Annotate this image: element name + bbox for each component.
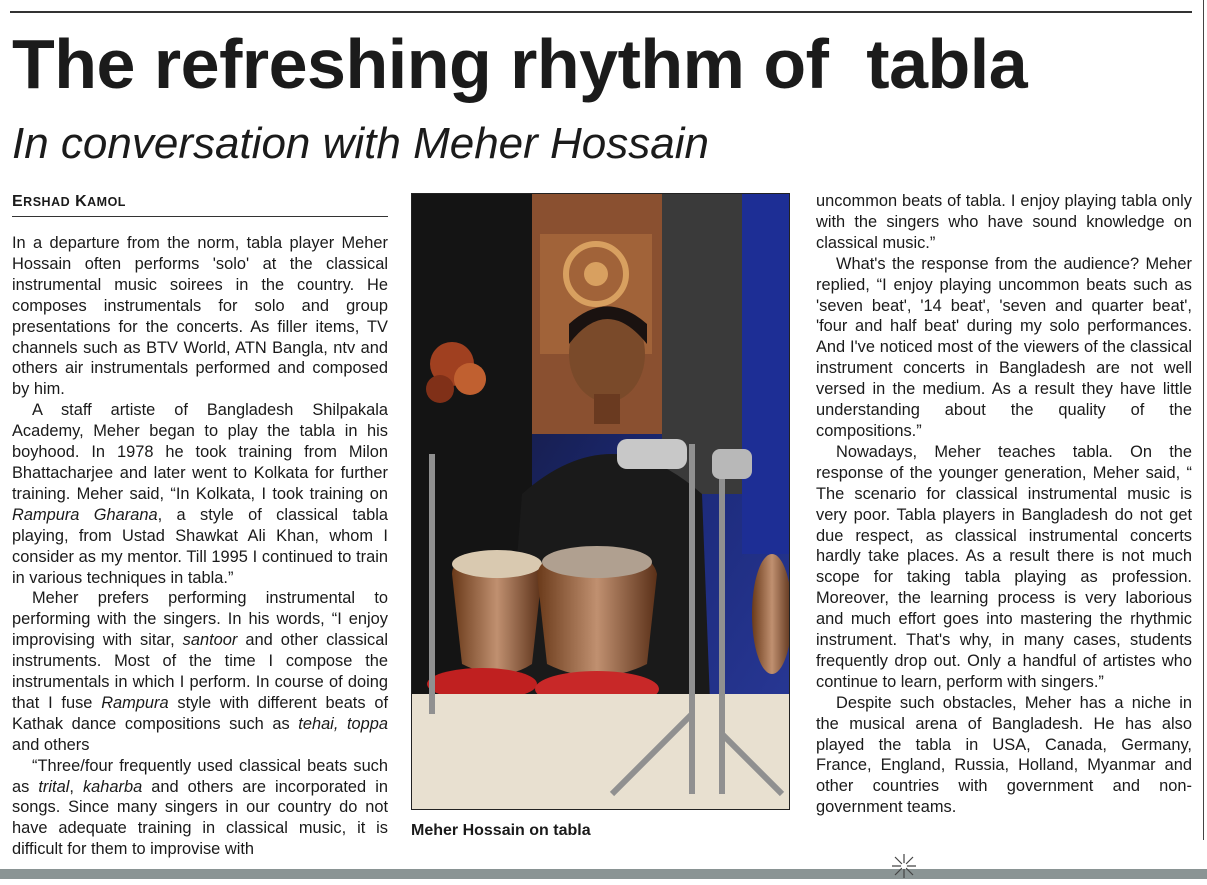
paragraph: “Three/four frequently used classical beats such as trital, kaharba and others are incorporated in songs. Since many singers in our country do not have adequate training in classical music, it is difficult for them to improvise with — [12, 756, 388, 859]
paragraph: Nowadays, Meher teaches tabla. On the response of the younger generation, Meher said, “ The scenario for classical instrumental music is very poor. Tabla players in Bangladesh do not get due respect, as classical instrumental concerts hardly take places. As a result there is not much scope for taking tabla playing as profession. Moreover, the learning process is very laborious and much effort goes into mastering the rhythmic instrument. That's why, in many cases, students frequently drop out. Only a handful of artistes who continue to learn, perform with singers.” — [816, 442, 1192, 691]
byline-first-rest: RSHAD — [23, 195, 71, 209]
star-ornament-icon — [888, 852, 920, 880]
right-column-rule — [1203, 0, 1204, 840]
paragraph: A staff artiste of Bangladesh Shilpakala Academy, Meher began to play the tabla in his boyhood. In 1978 he took training from Milon Bhattacharjee and later went to Kolkata for further training. Meher said, “In Kolkata, I took training on Rampura Gharana, a style of classical tabla playing, from Ustad Shawkat Ali Khan, whom I consider as my mentor. Till 1995 I continued to train in various techniques in tabla.” — [12, 401, 388, 587]
paragraph: In a departure from the norm, tabla player Meher Hossain often performs 'solo' at the classical instrumental music soirees in the country. He composes instrumentals for solo and group presentations for the concerts. As filler items, TV channels such as BTV World, ATN Bangla, ntv and others air instrumentals performed and composed by him. — [12, 234, 388, 399]
paragraph: Meher prefers performing instrumental to performing with the singers. In his words, “I enjoy improvising with sitar, santoor and other classical instruments. Most of the time I compose the instrumentals in which I perform. In course of doing that I fuse Rampura style with different beats of Kathak dance compositions such as tehai, toppa and others — [12, 589, 389, 754]
tabla-player-photo — [411, 193, 790, 810]
top-rule — [10, 11, 1192, 13]
byline — [12, 193, 388, 217]
subheadline: In conversation with Meher Hossain — [12, 119, 709, 168]
footer-bar — [0, 869, 1207, 879]
byline-first-initial: E — [12, 193, 24, 210]
article-column-right — [816, 191, 1192, 818]
headline: The refreshing rhythm of tabla — [12, 25, 1028, 103]
byline-last-initial: K — [75, 193, 88, 210]
article-column-left — [12, 233, 388, 860]
paragraph: What's the response from the audience? Meher replied, “I enjoy playing uncommon beats such as 'seven beat', '14 beat', 'seven and quarter beat', 'four and half beat' during my solo performances. And I've noticed most of the viewers of the classical instrument concerts in Bangladesh are not well versed in the medium. As a result they have little understanding about the quality of the compositions.” — [816, 254, 1192, 440]
byline-last-rest: AMOL — [87, 195, 126, 209]
paragraph: uncommon beats of tabla. I enjoy playing tabla only with the singers who have sound knowledge on classical music.” — [816, 192, 1192, 252]
photo-caption: Meher Hossain on tabla — [411, 822, 591, 839]
paragraph: Despite such obstacles, Meher has a niche in the musical arena of Bangladesh. He has also played the tabla in USA, Canada, Germany, France, England, Russia, Holland, Myanmar and other countries with government and non-government teams. — [816, 693, 1192, 817]
